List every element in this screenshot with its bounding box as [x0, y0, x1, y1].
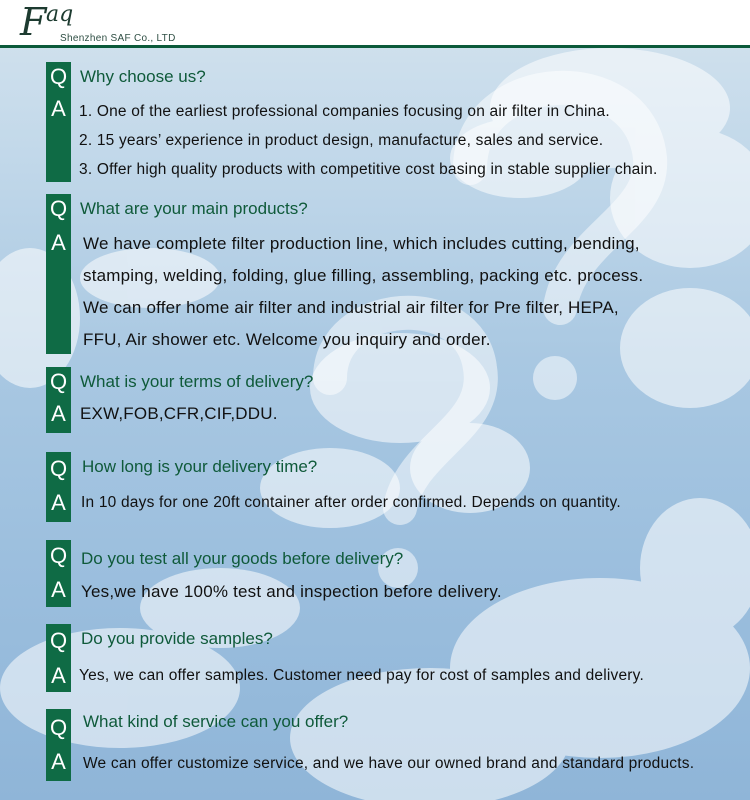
answer-badge: A — [51, 490, 66, 515]
answer-badge: A — [51, 230, 66, 255]
question-badge: Q — [49, 628, 68, 653]
faq-answer-line: In 10 days for one 20ft container after order confirmed. Depends on quantity. — [81, 494, 621, 511]
faq-answer-line: EXW,FOB,CFR,CIF,DDU. — [80, 404, 278, 423]
answer-badge: A — [51, 96, 66, 121]
faq-answer-line: Yes,we have 100% test and inspection before delivery. — [81, 582, 502, 601]
logo-letter: F — [20, 0, 47, 44]
faq-question: What are your main products? — [80, 199, 308, 218]
answer-badge: A — [51, 663, 66, 688]
faq-item-7 — [46, 709, 746, 781]
faq-question: Why choose us? — [80, 67, 206, 86]
faq-question: What kind of service can you offer? — [83, 712, 349, 731]
question-badge: Q — [49, 456, 68, 481]
faq-item-6 — [46, 624, 746, 692]
faq-answer-line: 1. One of the earliest professional companies focusing on air filter in China. — [79, 103, 610, 120]
faq-question: What is your terms of delivery? — [80, 372, 314, 391]
logo-title: aq — [46, 2, 74, 27]
faq-answer-line: We can offer customize service, and we have our owned brand and standard products. — [83, 755, 695, 772]
faq-item-3 — [46, 367, 746, 433]
header-divider — [0, 45, 750, 48]
faq-item-5 — [46, 540, 746, 607]
faq-question: How long is your delivery time? — [82, 457, 318, 476]
faq-answer-line: 2. 15 years’ experience in product design, manufacture, sales and service. — [79, 132, 604, 149]
faq-item-2 — [46, 194, 746, 354]
faq-answer-line: Yes, we can offer samples. Customer need pay for cost of samples and delivery. — [79, 667, 644, 684]
question-badge: Q — [49, 369, 68, 394]
answer-badge: A — [51, 401, 66, 426]
question-badge: Q — [49, 64, 68, 89]
faq-question: Do you provide samples? — [81, 629, 273, 648]
faq-answer-line: stamping, welding, folding, glue filling, assembling, packing etc. process. — [83, 266, 644, 285]
question-badge: Q — [49, 196, 68, 221]
company-name: Shenzhen SAF Co., LTD — [60, 33, 176, 44]
answer-badge: A — [51, 577, 66, 602]
answer-badge: A — [51, 749, 66, 774]
faq-answer-line: We can offer home air filter and industrial air filter for Pre filter, HEPA, — [83, 298, 619, 317]
faq-answer-line: We have complete filter production line, which includes cutting, bending, — [83, 234, 640, 253]
faq-question: Do you test all your goods before delivery? — [81, 549, 404, 568]
faq-answer-line: 3. Offer high quality products with competitive cost basing in stable supplier chain. — [79, 161, 658, 178]
question-badge: Q — [49, 715, 68, 740]
question-badge: Q — [49, 543, 68, 568]
faq-answer-line: FFU, Air shower etc. Welcome you inquiry and order. — [83, 330, 491, 349]
faq-item-1 — [46, 62, 746, 182]
faq-item-4 — [46, 452, 746, 522]
page-header — [0, 0, 750, 48]
